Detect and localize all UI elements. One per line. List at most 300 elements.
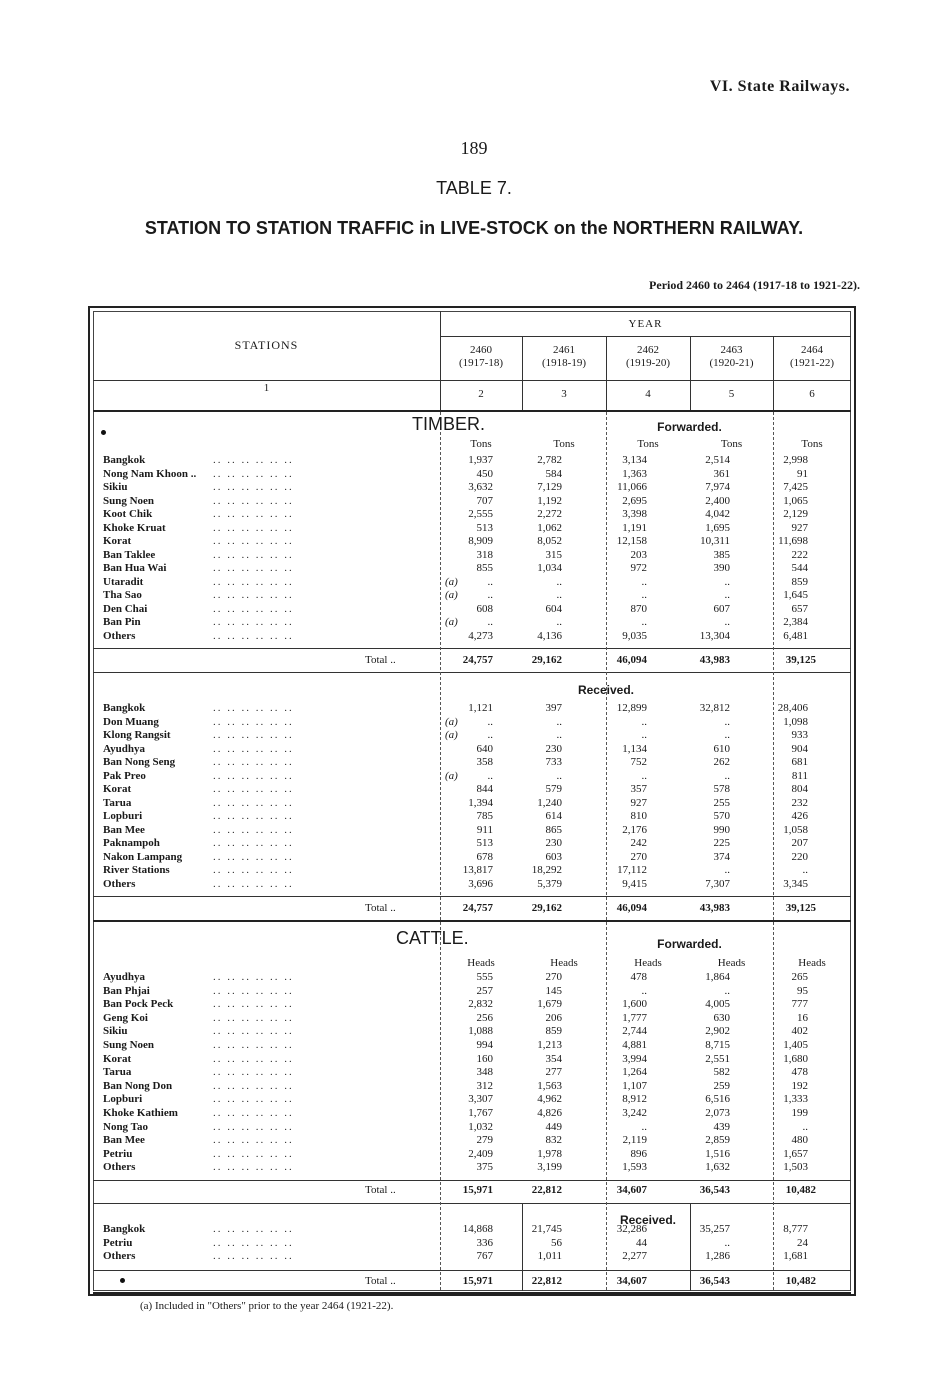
cell-value: 1,121	[468, 702, 493, 714]
leader-dots: .. .. .. .. .. ..	[213, 837, 294, 849]
cell-value: 390	[713, 562, 730, 574]
total-label: Total ..	[365, 1184, 396, 1196]
cell-value: ..	[724, 864, 730, 876]
cell-value: 3,696	[468, 877, 493, 890]
table-row	[103, 562, 843, 575]
timber-title: TIMBER.	[412, 414, 486, 434]
leader-dots: .. .. .. .. .. ..	[213, 823, 294, 836]
cell-value: 21,745	[531, 1223, 562, 1235]
cell-value: 608	[476, 602, 493, 615]
station-name: Lopburi	[103, 810, 143, 822]
table-row	[103, 481, 843, 494]
leader-dots: .. .. .. .. .. ..	[213, 715, 294, 728]
cell-value: 13,304	[699, 629, 730, 642]
column-number-rule	[93, 410, 851, 412]
page-number: 189	[460, 138, 488, 158]
cell-value: 4,826	[537, 1107, 562, 1119]
cell-value: 265	[791, 971, 808, 983]
station-name: Korat	[103, 1052, 132, 1065]
cell-value: 1,032	[468, 1120, 493, 1133]
leader-dots: .. .. .. .. .. ..	[213, 702, 294, 714]
table-row	[103, 535, 843, 548]
cell-value: 199	[791, 1107, 808, 1119]
cell-value: 1,632	[705, 1161, 730, 1174]
leader-dots: .. .. .. .. .. ..	[213, 810, 294, 822]
cell-value: 1,405	[783, 1039, 808, 1051]
station-name: Tarua	[103, 1066, 132, 1079]
cell-value: 8,715	[705, 1039, 730, 1051]
cell-value: 318	[476, 548, 493, 561]
cell-value: 614	[545, 810, 562, 822]
cell-value: 2,695	[622, 494, 647, 507]
total-value: 36,543	[699, 1275, 730, 1287]
cell-value: 4,273	[468, 629, 493, 642]
leader-dots: .. .. .. .. .. ..	[213, 494, 294, 507]
cell-value: 4,042	[705, 508, 730, 520]
cell-value: 2,555	[468, 508, 493, 520]
unit-label: Heads	[798, 957, 826, 969]
total-value: 22,812	[531, 1275, 562, 1287]
horizontal-rule	[93, 648, 851, 649]
cell-value: ..	[556, 616, 562, 628]
table-row	[103, 1080, 843, 1093]
cell-value: 450	[476, 467, 493, 480]
station-name: Sung Noen	[103, 1039, 155, 1051]
cell-value: 1,777	[622, 1011, 647, 1024]
table-row	[103, 1134, 843, 1147]
cell-value: 785	[476, 810, 493, 822]
cell-value: ..	[641, 729, 647, 741]
year-column-header: 2462 (1919-20)	[626, 344, 670, 369]
cell-value: 375	[476, 1161, 493, 1174]
total-row	[103, 654, 843, 668]
cell-value: 220	[791, 850, 808, 863]
cell-value: 1,363	[622, 467, 647, 480]
cell-value: 657	[791, 602, 808, 615]
cell-value: 4,881	[622, 1039, 647, 1051]
cell-value: 2,119	[622, 1134, 647, 1147]
cell-value: ..	[641, 616, 647, 628]
cell-value: 203	[630, 548, 647, 561]
leader-dots: .. .. .. .. .. ..	[213, 481, 294, 493]
table-row	[103, 1148, 843, 1161]
cell-value: 1,264	[622, 1066, 647, 1079]
unit-label: Tons	[801, 438, 823, 450]
station-name: Ban Nong Seng	[103, 756, 176, 768]
cell-value: 1,213	[537, 1039, 562, 1051]
cell-value: 1,191	[622, 521, 647, 534]
cell-value: 3,307	[468, 1093, 493, 1106]
note-marker: (a)	[445, 729, 458, 741]
table-row	[103, 998, 843, 1011]
cell-value: 972	[630, 562, 647, 574]
cell-value: 1,695	[705, 521, 730, 534]
cell-value: 95	[797, 984, 808, 997]
leader-dots: .. .. .. .. .. ..	[213, 998, 294, 1011]
cell-value: ..	[556, 715, 562, 728]
cell-value: 91	[797, 467, 808, 480]
table-row	[103, 1237, 843, 1250]
horizontal-rule	[93, 1270, 851, 1271]
cell-value: 1,058	[783, 823, 808, 836]
leader-dots: .. .. .. .. .. ..	[213, 454, 294, 466]
cell-value: 28,406	[777, 702, 808, 714]
total-value: 39,125	[785, 902, 816, 914]
cell-value: 1,098	[783, 715, 808, 728]
station-name: Ayudhya	[103, 742, 145, 755]
cell-value: 1,563	[537, 1079, 562, 1092]
table-row	[103, 824, 843, 837]
cell-value: ..	[641, 984, 647, 997]
cell-value: 2,859	[705, 1134, 730, 1147]
cell-value: 832	[545, 1134, 562, 1147]
cell-value: 1,864	[705, 971, 730, 983]
leader-dots: .. .. .. .. .. ..	[213, 1134, 294, 1147]
table-row	[103, 1025, 843, 1038]
cattle-received-label: Received.	[619, 1213, 677, 1227]
cell-value: 865	[545, 823, 562, 836]
station-name: Bangkok	[103, 702, 146, 714]
cell-value: 8,052	[537, 535, 562, 547]
cell-value: ..	[556, 729, 562, 741]
cell-value: 1,681	[783, 1250, 808, 1262]
station-name: Others	[103, 1250, 136, 1262]
cell-value: 336	[476, 1236, 493, 1249]
station-name: Tarua	[103, 796, 132, 809]
leader-dots: .. .. .. .. .. ..	[213, 629, 294, 642]
cell-value: 3,994	[622, 1052, 647, 1065]
total-value: 29,162	[531, 902, 562, 914]
cell-value: ..	[724, 575, 730, 588]
station-name: Koot Chik	[103, 508, 153, 520]
footnote: (a) Included in "Others" prior to the year 2464 (1921-22).	[140, 1300, 394, 1312]
cell-value: 752	[630, 756, 647, 768]
bullet-mark	[120, 1278, 125, 1283]
cell-value: 206	[545, 1011, 562, 1024]
cell-value: 3,632	[468, 481, 493, 493]
cell-value: 13,817	[462, 864, 493, 876]
cell-value: 8,912	[622, 1093, 647, 1106]
column-number: 5	[728, 388, 735, 400]
cell-value: 230	[545, 742, 562, 755]
cell-value: ..	[556, 769, 562, 782]
station-name: Others	[103, 877, 136, 890]
unit-label: Tons	[720, 438, 743, 450]
table-row	[103, 1093, 843, 1106]
table-row	[103, 743, 843, 756]
cell-value: 312	[476, 1079, 493, 1092]
unit-label: Tons	[553, 438, 575, 450]
cell-value: 259	[713, 1079, 730, 1092]
total-value: 36,543	[699, 1184, 730, 1196]
leader-dots: .. .. .. .. .. ..	[213, 1052, 294, 1065]
cell-value: 7,425	[783, 481, 808, 493]
leader-dots: .. .. .. .. .. ..	[213, 850, 294, 863]
station-name: Utaradit	[103, 575, 144, 588]
leader-dots: .. .. .. .. .. ..	[213, 508, 294, 520]
running-head: VI. State Railways.	[709, 78, 850, 95]
total-value: 15,971	[462, 1184, 493, 1196]
column-number: 2	[478, 388, 484, 400]
leader-dots: .. .. .. .. .. ..	[213, 783, 294, 795]
cell-value: 1,088	[468, 1025, 493, 1038]
table-row	[103, 454, 843, 467]
station-name: Don Muang	[103, 715, 159, 728]
cell-value: 426	[791, 810, 808, 822]
cell-value: 1,034	[537, 562, 562, 574]
total-row	[103, 1275, 843, 1289]
table-row	[103, 1039, 843, 1052]
station-name: Sung Noen	[103, 494, 155, 507]
cell-value: 230	[545, 837, 562, 849]
cell-value: 3,134	[622, 454, 647, 466]
cell-value: 3,345	[783, 877, 808, 890]
table-row	[103, 783, 843, 796]
note-marker: (a)	[445, 769, 458, 782]
cell-value: 1,011	[537, 1250, 562, 1262]
table-row	[103, 1053, 843, 1066]
column-number: 4	[645, 388, 651, 400]
cell-value: 582	[713, 1066, 730, 1079]
cell-value: ..	[641, 715, 647, 728]
cell-value: 8,909	[468, 535, 493, 547]
column-number: 1	[263, 382, 270, 394]
cell-value: 2,514	[705, 454, 730, 466]
table-row	[103, 1223, 843, 1236]
unit-label: Tons	[637, 438, 659, 450]
table-row	[103, 729, 843, 742]
timber-received-label: Received.	[577, 683, 635, 697]
note-marker: (a)	[445, 715, 458, 728]
total-label: Total ..	[365, 902, 396, 914]
cell-value: 480	[791, 1134, 808, 1147]
cell-value: 358	[476, 756, 493, 768]
cell-value: ..	[802, 1120, 808, 1133]
table-row	[103, 770, 843, 783]
cell-value: 348	[476, 1066, 493, 1079]
table-row	[103, 810, 843, 823]
table-row	[103, 1121, 843, 1134]
cell-value: 678	[476, 850, 493, 863]
table-row	[103, 549, 843, 562]
cell-value: 1,978	[537, 1147, 562, 1160]
table-row	[103, 576, 843, 589]
table-row	[103, 508, 843, 521]
cell-value: 610	[713, 742, 730, 755]
cell-value: 2,129	[783, 508, 808, 520]
year-column-header: 2463 (1920-21)	[709, 344, 754, 369]
cell-value: 1,134	[622, 742, 647, 755]
cell-value: 578	[713, 783, 730, 795]
leader-dots: .. .. .. .. .. ..	[213, 1223, 294, 1235]
cell-value: 896	[630, 1147, 647, 1160]
cell-value: 2,551	[705, 1052, 730, 1065]
cell-value: 14,868	[462, 1223, 493, 1235]
cell-value: 7,307	[705, 877, 730, 890]
station-name: Ban Phjai	[103, 984, 150, 997]
cell-value: 17,112	[617, 864, 647, 876]
table-row	[103, 1161, 843, 1174]
station-name: Ayudhya	[103, 971, 145, 983]
station-name: Korat	[103, 783, 132, 795]
cell-value: 1,503	[783, 1161, 808, 1174]
cell-value: 9,415	[622, 877, 647, 890]
table-row	[103, 716, 843, 729]
cell-value: 11,066	[617, 481, 647, 493]
cell-value: 2,176	[622, 823, 647, 836]
cell-value: 374	[713, 850, 730, 863]
leader-dots: .. .. .. .. .. ..	[213, 984, 294, 997]
cell-value: 870	[630, 602, 647, 615]
leader-dots: .. .. .. .. .. ..	[213, 1066, 294, 1079]
cell-value: ..	[724, 984, 730, 997]
cell-value: 357	[630, 783, 647, 795]
cell-value: 35,257	[699, 1223, 730, 1235]
cell-value: 630	[713, 1011, 730, 1024]
station-name: Bangkok	[103, 1223, 146, 1235]
timber-forwarded-label: Forwarded.	[657, 420, 722, 434]
cell-value: 397	[545, 702, 562, 714]
leader-dots: .. .. .. .. .. ..	[213, 602, 294, 615]
cell-value: 1,240	[537, 796, 562, 809]
table-row	[103, 1107, 843, 1120]
station-name: Paknampoh	[103, 837, 160, 849]
table-row	[103, 1012, 843, 1025]
total-value: 10,482	[785, 1184, 816, 1196]
station-name: Nong Nam Khoon ..	[103, 467, 197, 480]
table-row	[103, 864, 843, 877]
cell-value: 6,481	[783, 629, 808, 642]
cell-value: 4,136	[537, 629, 562, 642]
total-value: 34,607	[616, 1275, 647, 1287]
total-value: 10,482	[785, 1275, 816, 1287]
cell-value: 990	[713, 823, 730, 836]
cell-value: ..	[724, 729, 730, 741]
table-row	[103, 589, 843, 602]
cell-value: 859	[791, 575, 808, 588]
cell-value: 767	[476, 1250, 493, 1262]
cell-value: 207	[791, 837, 808, 849]
cell-value: 513	[476, 521, 493, 534]
leader-dots: .. .. .. .. .. ..	[213, 1236, 294, 1249]
stations-header: STATIONS	[234, 338, 299, 352]
station-name: Ban Pock Peck	[103, 998, 174, 1011]
cell-value: 56	[551, 1236, 562, 1249]
total-value: 43,983	[699, 654, 730, 666]
station-name: Ban Mee	[103, 823, 145, 836]
cell-value: 354	[545, 1052, 562, 1065]
cell-value: 222	[791, 548, 808, 561]
unit-label: Heads	[634, 957, 662, 969]
cell-value: 2,744	[622, 1025, 647, 1038]
cell-value: 1,062	[537, 521, 562, 534]
leader-dots: .. .. .. .. .. ..	[213, 769, 294, 782]
cell-value: 6,516	[705, 1093, 730, 1106]
station-name: Petriu	[103, 1236, 133, 1249]
cell-value: 1,333	[783, 1093, 808, 1106]
total-label: Total ..	[365, 654, 396, 666]
cell-value: 707	[476, 494, 493, 507]
cell-value: 402	[791, 1025, 808, 1038]
cell-value: 10,311	[700, 535, 730, 547]
total-value: 46,094	[616, 902, 647, 914]
cell-value: 478	[630, 971, 647, 983]
cell-value: ..	[641, 1120, 647, 1133]
total-value: 34,607	[616, 1184, 647, 1196]
station-name: Den Chai	[103, 602, 148, 615]
cell-value: 4,962	[537, 1093, 562, 1106]
cell-value: 279	[476, 1134, 493, 1147]
cell-value: ..	[641, 589, 647, 601]
cell-value: 859	[545, 1025, 562, 1038]
note-marker: (a)	[445, 616, 458, 628]
cell-value: 3,398	[622, 508, 647, 520]
cell-value: 1,680	[783, 1052, 808, 1065]
leader-dots: .. .. .. .. .. ..	[213, 1011, 294, 1024]
cell-value: 2,782	[537, 454, 562, 466]
cell-value: 270	[545, 971, 562, 983]
total-label: Total ..	[365, 1275, 396, 1287]
cell-value: ..	[487, 616, 493, 628]
cell-value: 1,937	[468, 454, 493, 466]
leader-dots: .. .. .. .. .. ..	[213, 864, 294, 876]
table-row	[103, 837, 843, 850]
cell-value: ..	[641, 769, 647, 782]
leader-dots: .. .. .. .. .. ..	[213, 1250, 294, 1262]
cell-value: 2,272	[537, 508, 562, 520]
table-title: STATION TO STATION TRAFFIC in LIVE-STOCK on the NORTHERN RAILWAY.	[144, 218, 804, 238]
cell-value: 604	[545, 602, 562, 615]
cell-value: 1,767	[468, 1107, 493, 1119]
table-row	[103, 495, 843, 508]
station-name: Tha Sao	[103, 589, 142, 601]
cell-value: 927	[630, 796, 647, 809]
cell-value: 1,679	[537, 998, 562, 1011]
cell-value: 7,129	[537, 481, 562, 493]
cell-value: 1,107	[622, 1079, 647, 1092]
cell-value: 810	[630, 810, 647, 822]
cell-value: ..	[487, 575, 493, 588]
note-marker: (a)	[445, 589, 458, 601]
year-column-header: 2464 (1921-22)	[790, 344, 834, 369]
cell-value: 232	[791, 796, 808, 809]
cell-value: ..	[724, 589, 730, 601]
total-value: 43,983	[699, 902, 730, 914]
station-name: Others	[103, 629, 136, 642]
cell-value: 1,192	[537, 494, 562, 507]
cell-value: ..	[487, 729, 493, 741]
cell-value: 257	[476, 984, 493, 997]
leader-dots: .. .. .. .. .. ..	[213, 548, 294, 561]
cell-value: 681	[791, 756, 808, 768]
station-name: Sikiu	[103, 1025, 128, 1038]
total-value: 39,125	[785, 654, 816, 666]
cell-value: 145	[545, 984, 562, 997]
total-row	[103, 902, 843, 916]
table-row	[103, 468, 843, 481]
cell-value: 513	[476, 837, 493, 849]
cell-value: 255	[713, 796, 730, 809]
cell-value: 811	[791, 769, 808, 782]
year-column-header: 2461 (1918-19)	[542, 344, 586, 369]
cell-value: 3,242	[622, 1107, 647, 1119]
cell-value: 4,005	[705, 998, 730, 1011]
station-name: Pak Preo	[103, 769, 146, 782]
cell-value: 262	[713, 756, 730, 768]
cell-value: 5,379	[537, 877, 562, 890]
cell-value: 449	[545, 1120, 562, 1133]
unit-label: Heads	[467, 957, 495, 969]
